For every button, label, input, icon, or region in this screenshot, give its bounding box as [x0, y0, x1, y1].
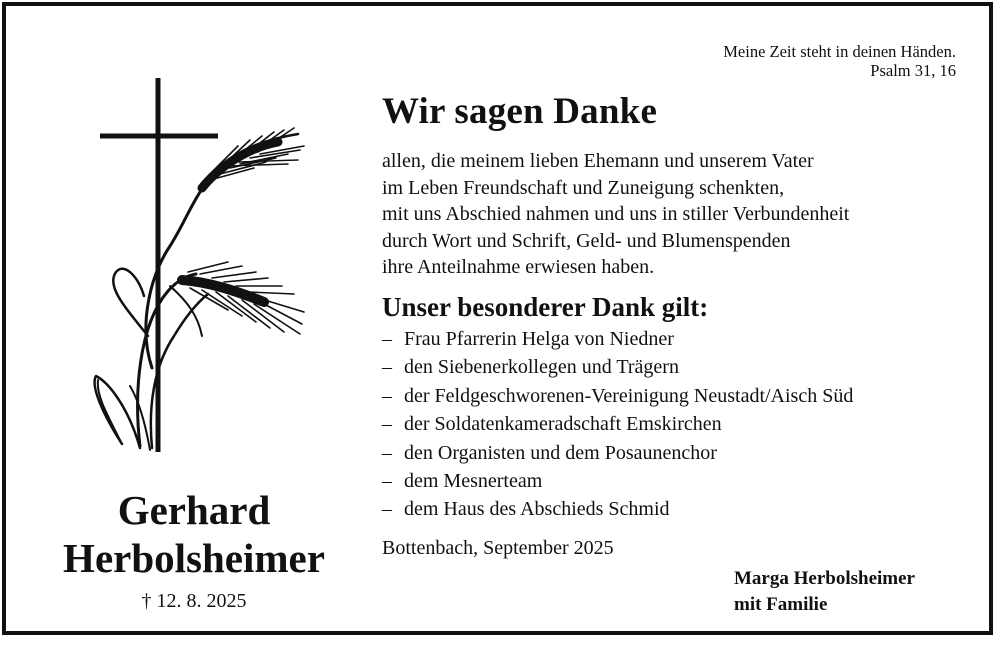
thanks-item: der Soldatenkameradschaft Emskirchen	[404, 413, 722, 436]
deceased-first-name: Gerhard	[117, 487, 271, 533]
intro-line: ihre Anteilnahme erwiesen haben.	[382, 256, 655, 278]
thanks-list	[382, 325, 853, 524]
psalm-text: Meine Zeit steht in deinen Händen.	[723, 42, 956, 61]
list-item	[382, 410, 853, 438]
deceased-name	[0, 486, 388, 582]
bullet-dash: –	[382, 384, 392, 407]
bullet-dash: –	[382, 413, 392, 436]
thanks-item: den Siebenerkollegen und Trägern	[404, 356, 679, 379]
thanks-item: den Organisten und dem Posaunenchor	[404, 441, 717, 464]
cross-with-wheat-icon	[78, 76, 318, 456]
subheading: Unser besonderer Dank gilt:	[382, 292, 709, 322]
list-item	[382, 353, 853, 381]
list-item	[382, 382, 853, 410]
list-item	[382, 467, 853, 495]
deceased-last-name: Herbolsheimer	[63, 535, 325, 581]
list-item	[382, 325, 853, 353]
bullet-dash: –	[382, 328, 392, 350]
psalm-quote	[723, 42, 956, 80]
thanks-item: der Feldgeschworenen-Vereinigung Neustadt/Aisch Süd	[404, 384, 854, 407]
list-item	[382, 495, 853, 523]
list-item	[382, 439, 853, 467]
bullet-dash: –	[382, 356, 392, 379]
thanks-item: dem Mesnerteam	[404, 470, 543, 493]
signature	[734, 566, 915, 618]
bullet-dash: –	[382, 470, 392, 493]
intro-line: im Leben Freundschaft und Zuneigung schenkten,	[382, 176, 785, 199]
psalm-reference: Psalm 31, 16	[870, 61, 956, 80]
intro-line: durch Wort und Schrift, Geld- und Blumenspenden	[382, 229, 791, 252]
bullet-dash: –	[382, 441, 392, 464]
signature-name: Marga Herbolsheimer	[734, 568, 915, 589]
thanks-item: Frau Pfarrerin Helga von Niedner	[404, 328, 674, 350]
signature-family: mit Familie	[734, 594, 828, 615]
death-date: † 12. 8. 2025	[141, 590, 247, 612]
main-heading: Wir sagen Danke	[382, 91, 658, 132]
place-date: Bottenbach, September 2025	[382, 537, 614, 559]
thanks-item: dem Haus des Abschieds Schmid	[404, 498, 670, 521]
bullet-dash: –	[382, 498, 392, 521]
intro-text	[382, 148, 849, 281]
intro-line: allen, die meinem lieben Ehemann und unserem Vater	[382, 150, 814, 172]
intro-line: mit uns Abschied nahmen und uns in stiller Verbundenheit	[382, 203, 850, 225]
